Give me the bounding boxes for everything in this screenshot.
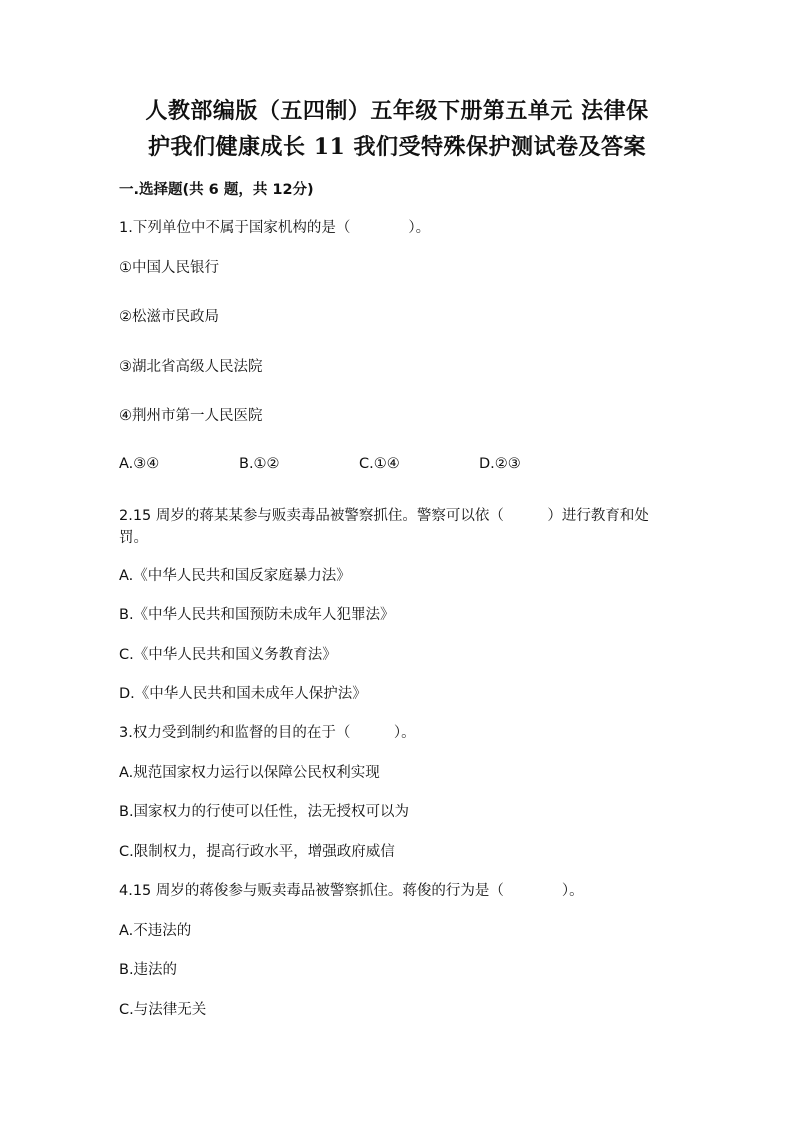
question-2-stem: 2.15 周岁的蒋某某参与贩卖毒品被警察抓住。警察可以依（ ）进行教育和处罚。 [119,508,649,546]
question-3-option-b: B.国家权力的行使可以任性，法无授权可以为 [119,804,410,820]
question-4-option-b: B.违法的 [119,962,178,978]
question-1-option-d: D.②③ [479,456,521,472]
question-1-stem: 1.下列单位中不属于国家机构的是（ ）。 [119,220,431,236]
question-2-option-a: A.《中华人民共和国反家庭暴力法》 [119,568,351,584]
question-1-item-1: ①中国人民银行 [119,260,219,276]
question-1-option-a: A.③④ [119,456,160,472]
question-2-option-d: D.《中华人民共和国未成年人保护法》 [119,686,367,702]
document-title-line-2: 护我们健康成长 11 我们受特殊保护测试卷及答案 [148,134,646,160]
document-title-line-1: 人教部编版（五四制）五年级下册第五单元 法律保 [145,98,649,124]
question-1-item-2: ②松滋市民政局 [119,309,219,325]
question-1-item-4: ④荆州市第一人民医院 [119,408,263,424]
question-4-option-c: C.与法律无关 [119,1002,207,1018]
section-heading: 一.选择题(共 6 题，共 12分) [119,182,314,198]
question-3-stem: 3.权力受到制约和监督的目的在于（ ）。 [119,725,416,741]
question-3-option-c: C.限制权力，提高行政水平，增强政府威信 [119,844,395,860]
question-4-option-a: A.不违法的 [119,923,192,939]
question-1-options [119,456,679,476]
question-2-option-c: C.《中华人民共和国义务教育法》 [119,647,337,663]
question-3-option-a: A.规范国家权力运行以保障公民权利实现 [119,765,380,781]
question-1-option-b: B.①② [239,456,280,472]
question-1-option-c: C.①④ [359,456,400,472]
question-1-item-3: ③湖北省高级人民法院 [119,359,263,375]
question-2-option-b: B.《中华人民共和国预防未成年人犯罪法》 [119,607,395,623]
question-4-stem: 4.15 周岁的蒋俊参与贩卖毒品被警察抓住。蒋俊的行为是（ ）。 [119,883,584,899]
